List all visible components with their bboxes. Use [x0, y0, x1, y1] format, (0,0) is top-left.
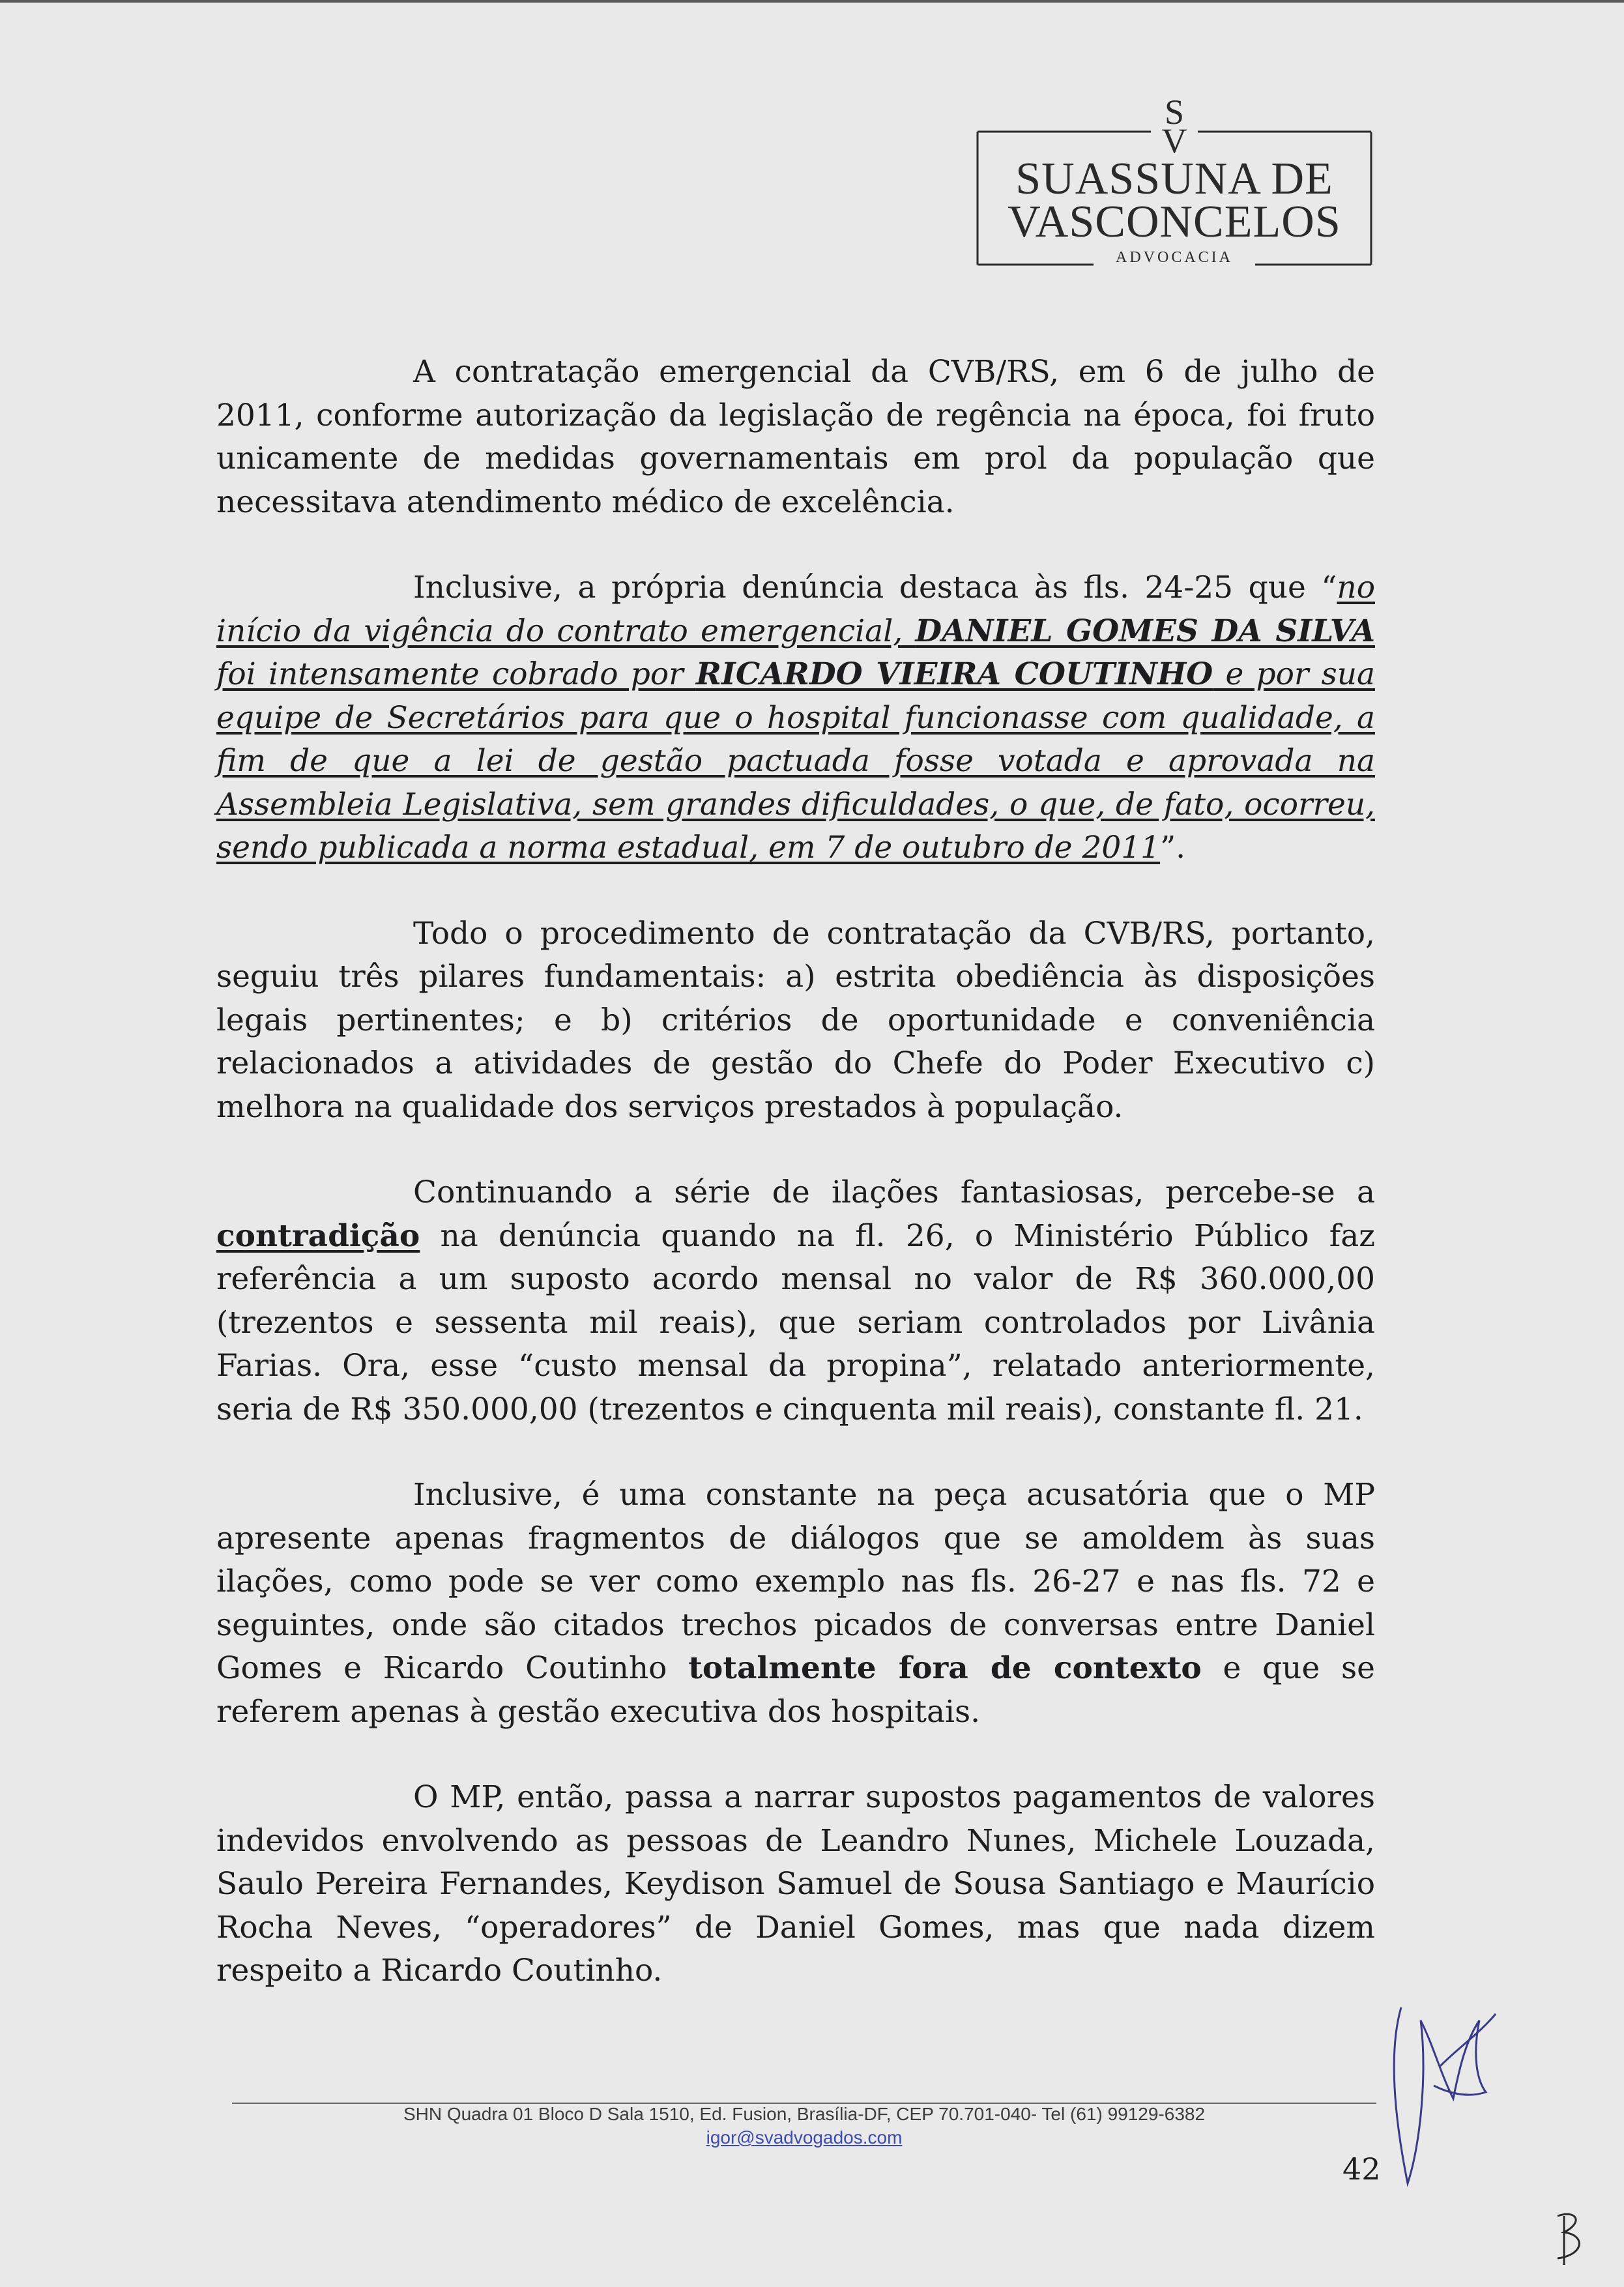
paragraph-2-lead: Inclusive, a própria denúncia destaca às fls. 24-25 que [413, 570, 1322, 605]
logo-monogram: S V [1161, 93, 1187, 160]
quote-close: ”. [1160, 830, 1186, 866]
paragraph-6: O MP, então, passa a narrar supostos pagamentos de valores indevidos envolvendo as pessoas de Leandro Nunes, Michele Louzada, Saulo Pereira Fernandes, Keydison Samuel de Sousa Santiago e Maurício Rocha Neves, “operadores” de Daniel Gomes, mas que nada dizem respeito a Ricardo Coutinho. [216, 1779, 1375, 1988]
quote-part-3: e por sua equipe de Secretários para que o hospital funcionasse com qualidade, a fim de que a lei de gestão pactuada fosse votada e aprovada na Assembleia Legislativa, sem grandes dificuldades, o que, de fato, ocorreu, sendo publicada a norma estadual, em 7 de outubro de 2011 [216, 656, 1375, 866]
paragraph-4-rest: na denúncia quando na fl. 26, o Ministério Público faz referência a um suposto acordo mensal no valor de R$ 360.000,00 (trezentos e sessenta mil reais), que seriam controlados por Livânia Farias. Ora, esse “custo mensal da propina”, relatado anteriormente, seria de R$ 350.000,00 (trezentos e cinquenta mil reais), constante fl. 21. [216, 1217, 1375, 1427]
quote-name-daniel: DANIEL GOMES DA SILVA [915, 613, 1376, 649]
logo-name-line1: SUASSUNA DE [1015, 154, 1333, 204]
quote-open-mark: “ [1321, 570, 1337, 605]
paragraph-5 [216, 1474, 1375, 1734]
paragraph-1: A contratação emergencial da CVB/RS, em 6 de julho de 2011, conforme autorização da legislação de regência na época, foi fruto unicamente de medidas governamentais em prol da população que necessitava atendimento médico de excelência. [216, 354, 1375, 520]
top-edge-line [0, 0, 1624, 3]
handwritten-initials [1544, 2203, 1597, 2268]
paragraph-3: Todo o procedimento de contratação da CVB/RS, portanto, seguiu três pilares fundamentais: a) estrita obediência às disposições legais pertinentes; e b) critérios de oportunidade e conveniência relacionados a atividades de gestão do Chefe do Poder Executivo c) melhora na qualidade dos serviços prestados à população. [216, 915, 1375, 1125]
footer-address: SHN Quadra 01 Bloco D Sala 1510, Ed. Fusion, Brasília-DF, CEP 70.701-040- Tel (61) 99129-6382 [403, 2104, 1206, 2124]
footer-email-link[interactable]: igor@svadvogados.com [706, 2127, 903, 2148]
paragraph-5-lead: Inclusive, é uma constante na peça acusatória que o MP apresente apenas fragmentos de diálogos que se amoldem às suas ilações, como pode se ver como exemplo nas fls. 26-27 e nas fls. 72 e seguintes, onde são citados trechos picados de conversas entre Daniel Gomes e Ricardo Coutinho [216, 1477, 1375, 1686]
letterhead-logo [976, 93, 1372, 266]
paragraph-2 [216, 566, 1375, 870]
document-body [216, 351, 1375, 2035]
paragraph-5-rest: e que se referem apenas à gestão executiva dos hospitais. [216, 1650, 1375, 1730]
page-number: 42 [1342, 2151, 1381, 2187]
handwritten-signature [1382, 1994, 1499, 2190]
quote-part-2: foi intensamente cobrado por [216, 656, 696, 692]
quote-name-ricardo: RICARDO VIEIRA COUTINHO [695, 656, 1213, 692]
logo-name-line2: VASCONCELOS [1008, 197, 1341, 247]
logo-subtitle: ADVOCACIA [1116, 249, 1233, 266]
emphasis-fora-de-contexto: totalmente fora de contexto [688, 1650, 1202, 1686]
logo-name [976, 154, 1372, 247]
quote-part-1: no início da vigência do contrato emergencial, [216, 570, 1375, 649]
emphasis-contradicao: contradição [216, 1217, 420, 1254]
paragraph-4-lead: Continuando a série de ilações fantasiosas, percebe-se a [413, 1174, 1375, 1210]
quoted-excerpt [216, 570, 1375, 866]
paragraph-4 [216, 1171, 1375, 1431]
